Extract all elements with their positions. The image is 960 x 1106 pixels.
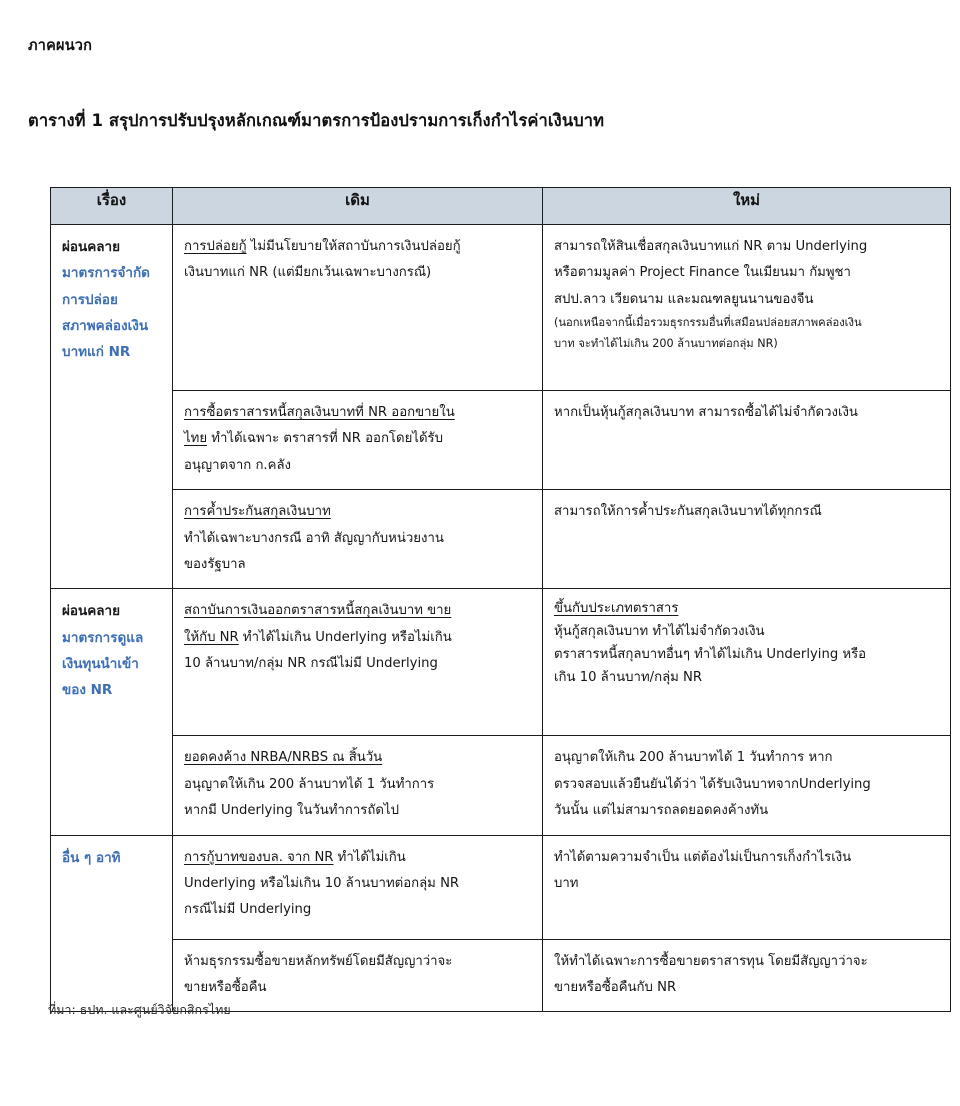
topic-line: ผ่อนคลาย — [62, 603, 121, 620]
table-row — [51, 225, 951, 391]
new-rule-text — [543, 490, 950, 535]
column-header-topic: เรื่อง — [51, 188, 173, 225]
column-header-old: เดิม — [173, 188, 543, 225]
text-line: 10 ล้านบาท/กลุ่ม NR กรณีไม่มี Underlying — [184, 656, 438, 672]
table-row — [51, 736, 951, 835]
table-row — [51, 490, 951, 589]
old-rule-cell — [173, 391, 543, 490]
text-line: ของรัฐบาล — [184, 557, 246, 573]
new-rule-cell — [543, 835, 951, 939]
text-line: สถาบันการเงินออกตราสารหนี้สกุลเงินบาท ขาย — [184, 603, 452, 619]
text-line-small: (นอกเหนือจากนี้เมื่อรวมธุรกรรมอื่นที่เสมือนปล่อยสภาพคล่องเงิน — [554, 316, 862, 330]
table-caption: ตารางที่ 1 สรุปการปรับปรุงหลักเกณฑ์มาตรการป้องปรามการเก็งกำไรค่าเงินบาท — [28, 111, 605, 130]
text-line: ขายหรือซื้อคืน — [184, 980, 267, 996]
new-rule-cell — [543, 225, 951, 391]
text-run: ทำได้ไม่เกิน — [333, 849, 406, 865]
old-rule-cell — [173, 490, 543, 589]
table-body — [51, 225, 951, 1012]
table-row — [51, 835, 951, 939]
new-rule-cell — [543, 939, 951, 1012]
text-line: ห้ามธุรกรรมซื้อขายหลักทรัพย์โดยมีสัญญาว่าจะ — [184, 953, 453, 969]
topic-line: เงินทุนนำเข้า — [62, 656, 139, 673]
topic-block — [51, 836, 172, 881]
topic-line: การปล่อย — [62, 291, 118, 308]
topic-block — [51, 589, 172, 713]
old-rule-text — [173, 736, 542, 834]
new-rule-text — [543, 589, 950, 699]
text-line: เกิน 10 ล้านบาท/กลุ่ม NR — [554, 669, 703, 685]
old-rule-text — [173, 225, 542, 297]
text-line: ตรวจสอบแล้วยืนยันได้ว่า ได้รับเงินบาทจากUnderlying — [554, 776, 871, 792]
new-rule-cell — [543, 736, 951, 835]
old-rule-cell — [173, 225, 543, 391]
new-rule-cell — [543, 589, 951, 736]
text-line: อนุญาตจาก ก.คลัง — [184, 457, 291, 473]
text-line — [184, 625, 532, 651]
new-rule-text — [543, 391, 950, 436]
text-line: ทำได้ตามความจำเป็น แต่ต้องไม่เป็นการเก็งกำไรเงิน — [554, 849, 852, 865]
text-line: วันนั้น แต่ไม่สามารถลดยอดคงค้างทัน — [554, 803, 769, 819]
text-run: ทำได้ไม่เกิน Underlying หรือไม่เกิน — [238, 629, 452, 645]
table-header-row — [51, 188, 951, 225]
new-rule-text — [543, 736, 950, 834]
new-rule-text — [543, 836, 950, 908]
appendix-label: ภาคผนวก — [28, 38, 93, 54]
new-rule-cell — [543, 391, 951, 490]
text-line: ตราสารหนี้สกุลบาทอื่นๆ ทำได้ไม่เกิน Underlying หรือ — [554, 646, 867, 662]
section-topic-cell-2 — [51, 589, 173, 835]
text-line: ขึ้นกับประเภทตราสาร — [554, 601, 679, 617]
old-rule-text — [173, 490, 542, 588]
old-rule-cell — [173, 835, 543, 939]
text-line: หากมี Underlying ในวันทำการถัดไป — [184, 803, 399, 819]
text-line: สปป.ลาว เวียดนาม และมณฑลยูนนานของจีน — [554, 291, 814, 307]
topic-line: มาตรการดูแล — [62, 629, 144, 646]
table-container — [50, 187, 950, 1012]
underlined-term: การกู้บาทของบล. จาก NR — [184, 849, 334, 865]
text-line-small: บาท จะทำได้ไม่เกิน 200 ล้านบาทต่อกลุ่ม NR) — [554, 336, 778, 350]
old-rule-text — [173, 836, 542, 934]
topic-line: สภาพคล่องเงิน — [62, 317, 149, 334]
topic-line: มาตรการจำกัด — [62, 265, 150, 282]
new-rule-cell — [543, 490, 951, 589]
text-line: เงินบาทแก่ NR (แต่มียกเว้นเฉพาะบางกรณี) — [184, 265, 432, 281]
underlined-term: ให้กับ NR — [184, 629, 239, 645]
topic-line: ของ NR — [62, 682, 113, 699]
summary-table — [50, 187, 951, 1012]
text-line: ยอดคงค้าง NRBA/NRBS ณ สิ้นวัน — [184, 750, 383, 766]
underlined-term: ไทย — [184, 431, 208, 447]
text-line: บาท — [554, 876, 579, 892]
text-line — [184, 234, 532, 260]
text-line: การซื้อตราสารหนี้สกุลเงินบาทที่ NR ออกขายใน — [184, 405, 455, 420]
old-rule-cell — [173, 736, 543, 835]
text-line: ทำได้เฉพาะบางกรณี อาทิ สัญญากับหน่วยงาน — [184, 530, 444, 546]
section-topic-cell-1 — [51, 225, 173, 589]
text-line: สามารถให้การค้ำประกันสกุลเงินบาทได้ทุกกรณี — [554, 504, 822, 520]
new-rule-text — [543, 940, 950, 1012]
text-line: หรือตามมูลค่า Project Finance ในเมียนมา กัมพูชา — [554, 265, 851, 281]
section-topic-cell-3 — [51, 835, 173, 1012]
text-line: Underlying หรือไม่เกิน 10 ล้านบาทต่อกลุ่ม NR — [184, 876, 460, 892]
underlined-term: การปล่อยกู้ — [184, 239, 247, 254]
text-line: หากเป็นหุ้นกู้สกุลเงินบาท สามารถซื้อได้ไม่จำกัดวงเงิน — [554, 405, 858, 420]
text-line: อนุญาตให้เกิน 200 ล้านบาทได้ 1 วันทำการ หาก — [554, 750, 833, 766]
text-run: ทำได้เฉพาะ ตราสารที่ NR ออกโดยได้รับ — [207, 431, 443, 447]
text-line: สามารถให้สินเชื่อสกุลเงินบาทแก่ NR ตาม Underlying — [554, 239, 868, 254]
text-line: ให้ทำได้เฉพาะการซื้อขายตราสารทุน โดยมีสัญญาว่าจะ — [554, 953, 868, 969]
table-row — [51, 589, 951, 736]
table-row — [51, 391, 951, 490]
text-line — [184, 426, 532, 452]
topic-line: ผ่อนคลาย — [62, 239, 121, 255]
text-line: อนุญาตให้เกิน 200 ล้านบาทได้ 1 วันทำการ — [184, 776, 435, 792]
topic-block — [51, 225, 172, 376]
text-run: ไม่มีนโยบายให้สถาบันการเงินปล่อยกู้ — [246, 239, 461, 254]
text-line: หุ้นกู้สกุลเงินบาท ทำได้ไม่จำกัดวงเงิน — [554, 624, 765, 640]
text-line: ขายหรือซื้อคืนกับ NR — [554, 980, 677, 996]
old-rule-cell — [173, 589, 543, 736]
text-line: การค้ำประกันสกุลเงินบาท — [184, 504, 331, 520]
old-rule-text — [173, 589, 542, 687]
old-rule-text — [173, 391, 542, 489]
text-line: กรณีไม่มี Underlying — [184, 902, 312, 918]
topic-line: บาทแก่ NR — [62, 344, 131, 361]
topic-line: อื่น ๆ อาทิ — [62, 849, 121, 866]
new-rule-text — [543, 225, 950, 365]
source-note: ที่มา: ธปท. และศูนย์วิจัยกสิกรไทย — [48, 1002, 231, 1017]
text-line — [184, 845, 532, 871]
column-header-new: ใหม่ — [543, 188, 951, 225]
table-header — [51, 188, 951, 225]
